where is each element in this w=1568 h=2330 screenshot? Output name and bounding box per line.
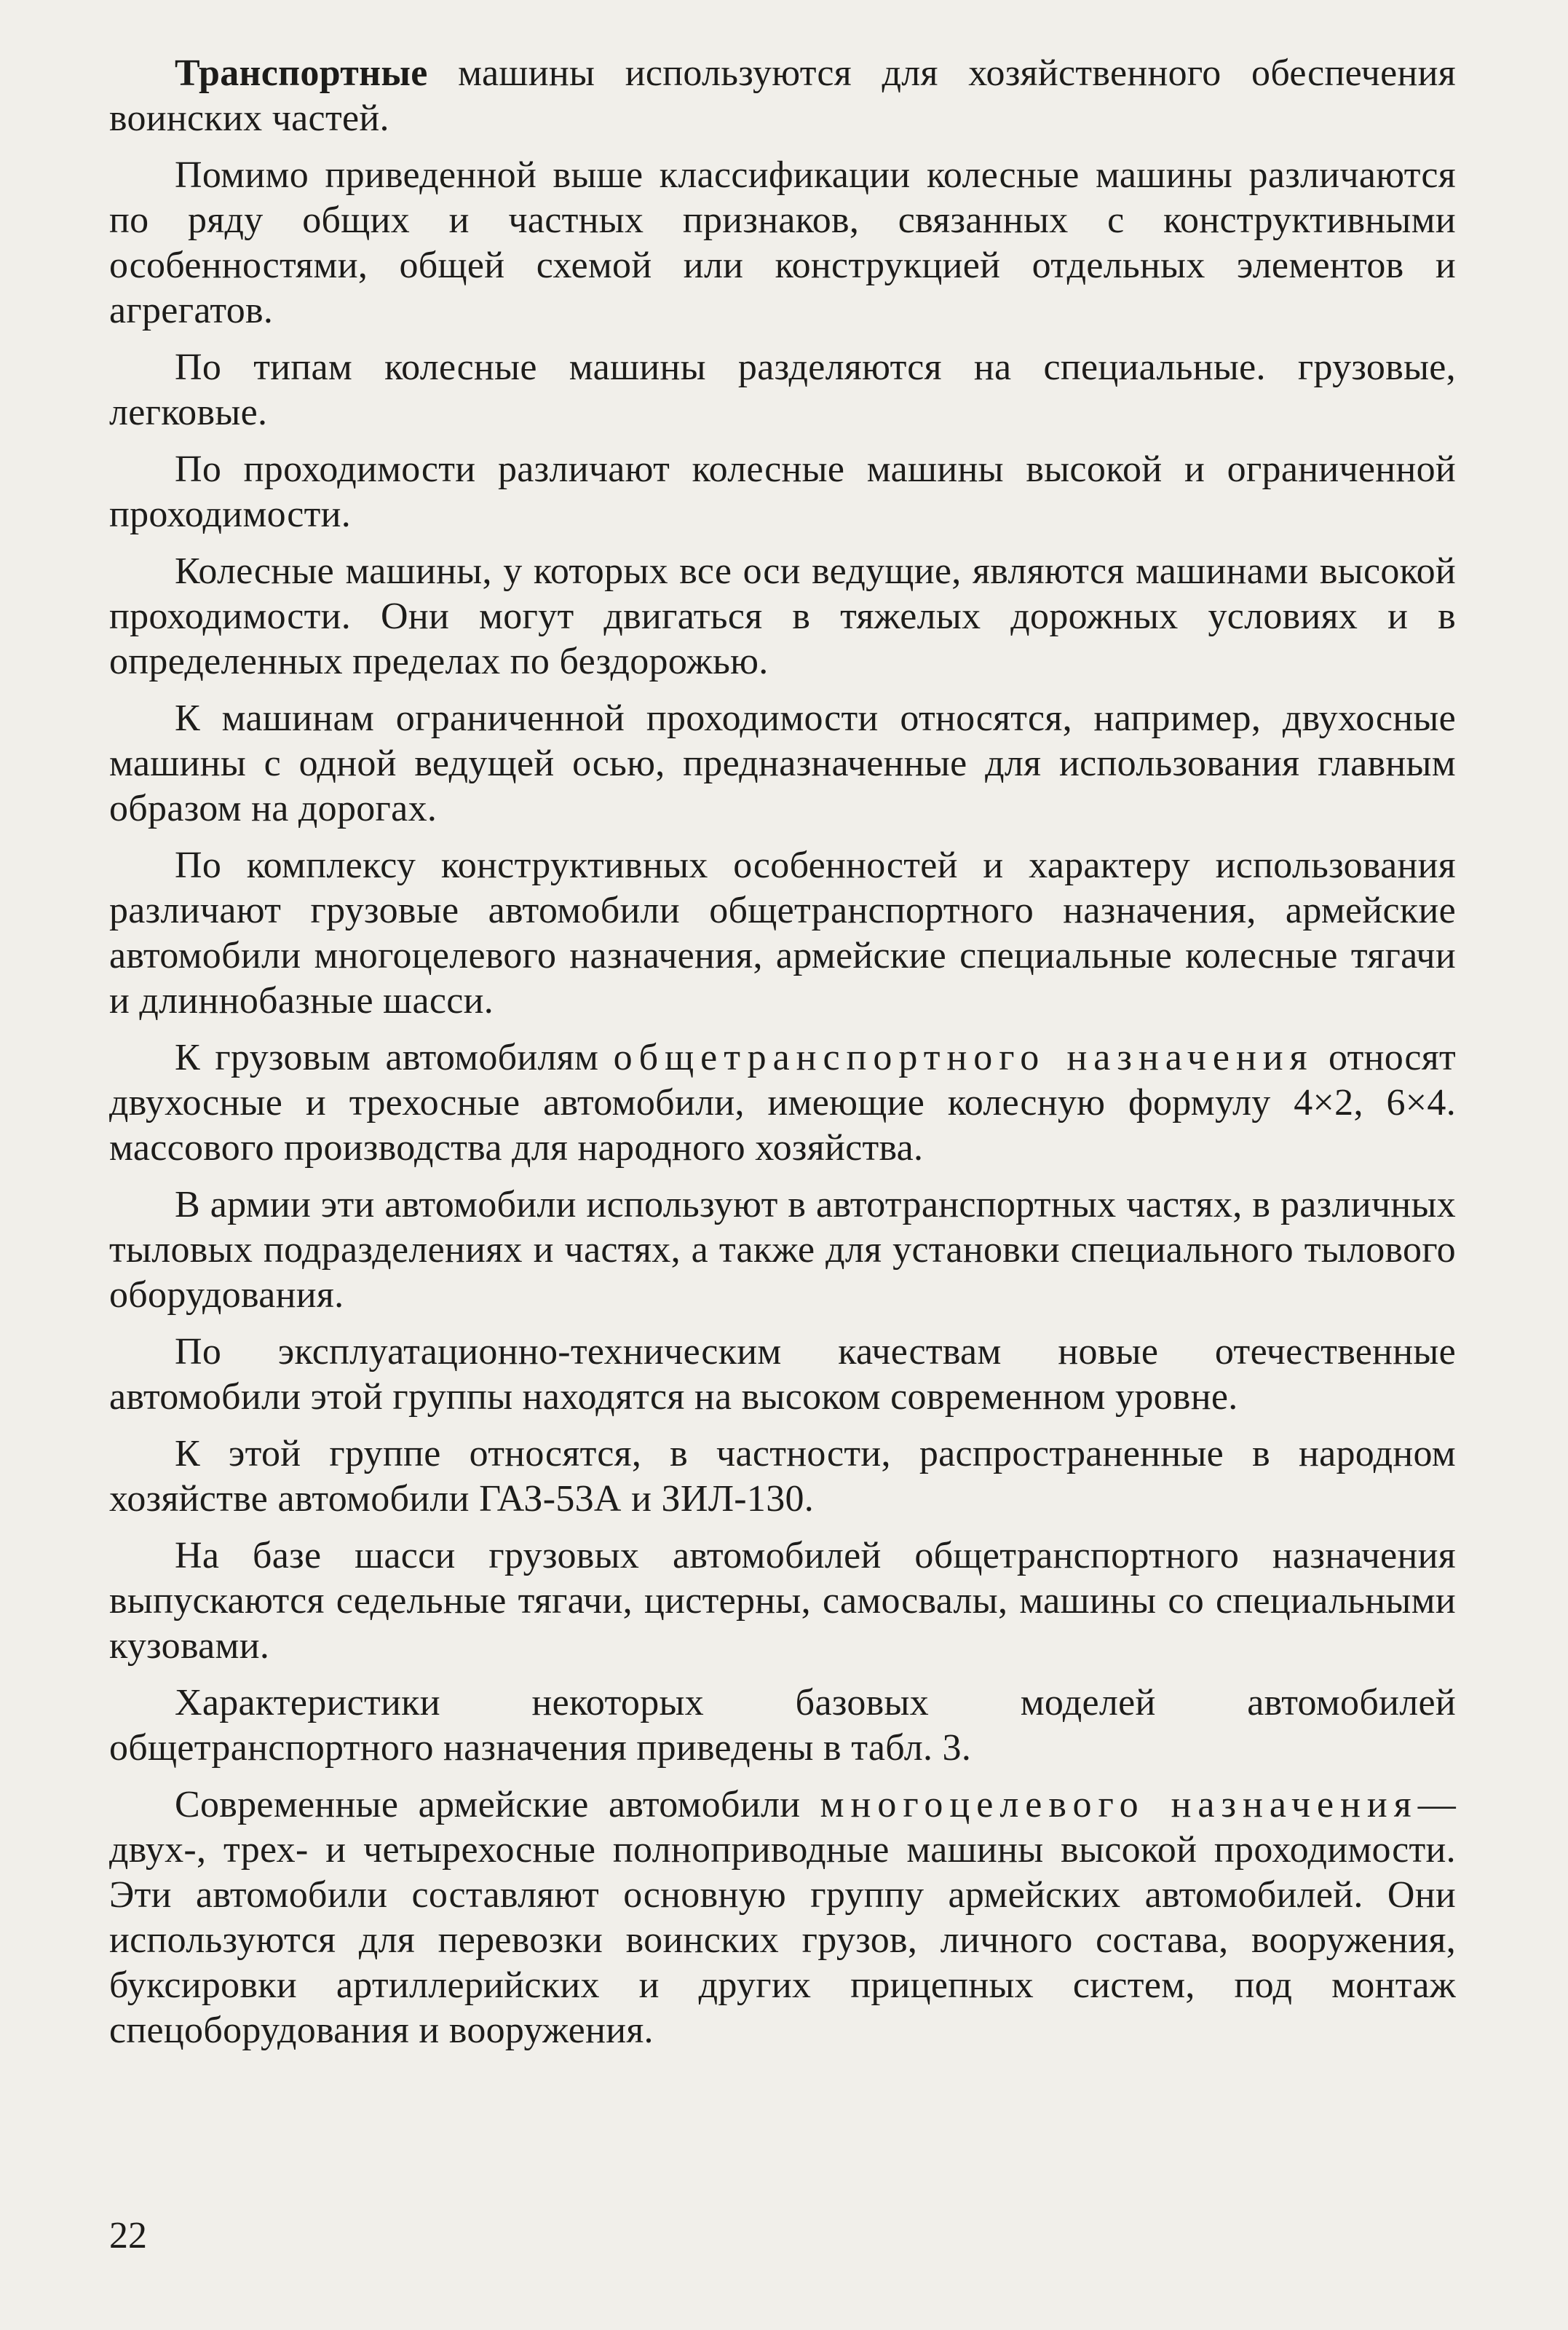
paragraph-text: машины используются для хозяйственного обеспечения воинских частей. (109, 52, 1456, 139)
body-text (109, 51, 1456, 2053)
paragraph-text: —двух-, трех- и четырехосные полноприводные машины высокой проходимости. Эти автомобили составляют основную группу армейских автомобилей. Они используются для перевозки воинских грузов, личного состава, вооружения, буксировки артиллерийских и других прицепных систем, под монтаж спецоборудования и вооружения. (109, 1784, 1456, 2051)
paragraph-12: На базе шасси грузовых автомобилей общетранспортного назначения выпускаются седельные тягачи, цистерны, самосвалы, машины со специальными кузовами. (109, 1535, 1456, 1667)
paragraph-text: К грузовым автомобилям (175, 1037, 614, 1078)
paragraph-3: По типам колесные машины разделяются на специальные. грузовые, легковые. (109, 347, 1456, 433)
paragraph-text: Современные армейские автомобили (175, 1784, 820, 1825)
page-number: 22 (109, 2215, 147, 2256)
paragraph-9: В армии эти автомобили используют в автотранспортных частях, в различных тыловых подразделениях и частях, а также для установки специального тылового оборудования. (109, 1184, 1456, 1316)
paragraph-4: По проходимости различают колесные машины высокой и ограниченной проходимости. (109, 449, 1456, 535)
paragraph-2: Помимо приведенной выше классификации колесные машины различаются по ряду общих и частных признаков, связанных с конструктивными особенностями, общей схемой или конструкцией отдельных элементов и агрегатов. (109, 154, 1456, 331)
paragraph-10: По эксплуатационно-техническим качествам новые отечественные автомобили этой группы находятся на высоком современном уровне. (109, 1331, 1456, 1418)
paragraph-6: К машинам ограниченной проходимости относятся, например, двухосные машины с одной ведущей осью, предназначенные для использования главным образом на дорогах. (109, 698, 1456, 829)
paragraph-8 (109, 1035, 1456, 1171)
paragraph-14 (109, 1782, 1456, 2053)
paragraph-7: По комплексу конструктивных особенностей и характеру использования различают грузовые автомобили общетранспортного назначения, армейские автомобили многоцелевого назначения, армейские специальные колесные тягачи и длиннобазные шасси. (109, 845, 1456, 1022)
paragraph-11: К этой группе относятся, в частности, распространенные в народном хозяйстве автомобили ГАЗ-53А и ЗИЛ-130. (109, 1433, 1456, 1520)
spaced-term: многоцелевого назначения (820, 1784, 1418, 1825)
paragraph-5: Колесные машины, у которых все оси ведущие, являются машинами высокой проходимости. Они могут двигаться в тяжелых дорожных условиях и в определенных пределах по бездорожью. (109, 550, 1456, 682)
paragraph-text: относят двухосные и трехосные автомобили, имеющие колесную формулу 4×2, 6×4. массового производства для народного хозяйства. (109, 1037, 1456, 1169)
bold-term: Транспортные (175, 52, 428, 94)
paragraph-1 (109, 51, 1456, 141)
spaced-term: общетранспортного назначения (613, 1037, 1314, 1078)
paragraph-13: Характеристики некоторых базовых моделей автомобилей общетранспортного назначения приведены в табл. 3. (109, 1682, 1456, 1769)
